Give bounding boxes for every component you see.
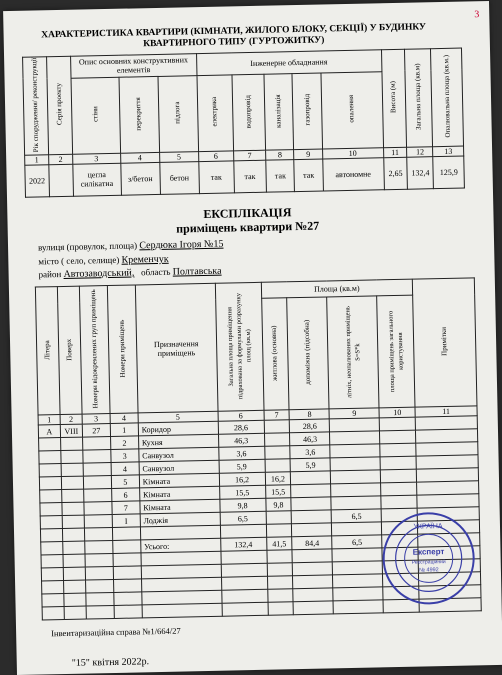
hdr-gas: газопровід: [292, 73, 322, 149]
explication-row: 4 Санвузол 5,9 5,9: [39, 455, 478, 477]
hdr-height: Висота (м): [381, 49, 407, 147]
hdr-summer: літніх, неопалюваних приміщень S=S*k: [327, 296, 379, 409]
hdr-heating: опалення: [321, 72, 383, 149]
address-district: район Автозаводський, область Полтавська: [38, 265, 222, 280]
hdr-construct: Опис основних конструктивних елементів: [70, 54, 196, 78]
hdr-living: житлова (основна): [261, 298, 289, 411]
inventory-case: Інвентаризаційна справа №1/664/27: [51, 625, 181, 639]
explication-row: 3 Санвузол 3,6 3,6: [39, 442, 478, 464]
hdr-litera: Літера: [35, 287, 60, 415]
explication-row: I Лоджія 6,5 6,5: [40, 507, 479, 529]
hdr-ceilings: перекриття: [119, 76, 160, 153]
hdr-floor: підлога: [158, 75, 199, 152]
document-date: "15" квітня 2022р.: [71, 656, 150, 669]
stamp-number-text: № 4992: [419, 567, 439, 574]
hdr-purpose: Призначення приміщень: [135, 283, 218, 413]
explication-row: 6 Кімната 15,5 15,5: [40, 481, 479, 503]
hdr-sewer: каналізація: [264, 73, 294, 149]
page-number: 3: [474, 9, 480, 21]
address-city: місто ( село, селище) Кременчук: [38, 253, 169, 267]
hdr-walls: стіни: [71, 77, 120, 154]
hdr-common: площа приміщень загального користування: [377, 295, 415, 408]
stamp-expert-text: Експерт: [412, 547, 445, 557]
explic-num-row: 1 2 3 4 5 6 7 8 9 10 11: [38, 406, 477, 425]
hdr-area: Площа (кв.м): [261, 279, 413, 298]
explication-row: А VIII 27 1 Коридор 28,6 28,6: [38, 416, 477, 438]
hdr-engineering: Інженерне обладнання: [196, 50, 381, 76]
stamp-reg-text: Реєстраційний: [411, 559, 446, 566]
expert-stamp: [380, 509, 478, 607]
hdr-total-area: Загальна площа (кв.м): [405, 49, 433, 147]
characteristics-table: [22, 48, 465, 198]
explic-total-row: Усього: 132,4 41,5 84,4 6,5: [41, 533, 480, 555]
address-street: вулиця (провулок, площа) Сердюка Ігоря №15: [37, 238, 224, 253]
hdr-groups: Номери відокремлених груп приміщень: [79, 286, 110, 415]
hdr-notes: Примітки: [412, 278, 477, 407]
hdr-room-no: Номери приміщень: [107, 285, 138, 414]
hdr-floor-level: Поверх: [57, 286, 82, 414]
hdr-year: Рік спорудження/ реконструкції: [23, 57, 49, 155]
hdr-room-total: Загальна площа приміщення підрахована за формулами розрахунку площ (кв.м): [215, 282, 264, 411]
hdr-electric: електрика: [197, 75, 233, 152]
char-data-row: 2022 цегла силікатна з/бетон бетон так так так так автономне 2,65 132,4 125,9: [25, 156, 465, 197]
stamp-ring-text: УКРАЇНА: [413, 523, 443, 531]
char-num-row: 1 2 3 4 5 6 7 8 9 10 11 12 13: [25, 146, 464, 165]
document-page: [3, 1, 502, 675]
explication-title: ЕКСПЛІКАЦІЯ приміщень квартири №27: [175, 205, 320, 236]
explication-row: 2 Кухня 46,3 46,3: [39, 429, 478, 451]
explication-row: 7 Кімната 9,8 9,8: [40, 494, 479, 516]
characteristics-title: ХАРАКТЕРИСТИКА КВАРТИРИ (КІМНАТИ, ЖИЛОГО БЛОКУ, СЕКЦІЇ) У БУДИНКУ КВАРТИРНОГО ТИПУ (ГУРТОЖИТКУ): [41, 22, 427, 50]
hdr-aux: допоміжна (підсобна): [287, 297, 329, 410]
hdr-water: водопровід: [232, 74, 266, 151]
explication-row: 5 Кімната 16,2 16,2: [39, 468, 478, 490]
hdr-heated-area: Опалювальна площа (кв.м.): [431, 48, 464, 146]
hdr-series: Серія проекту: [46, 56, 72, 154]
